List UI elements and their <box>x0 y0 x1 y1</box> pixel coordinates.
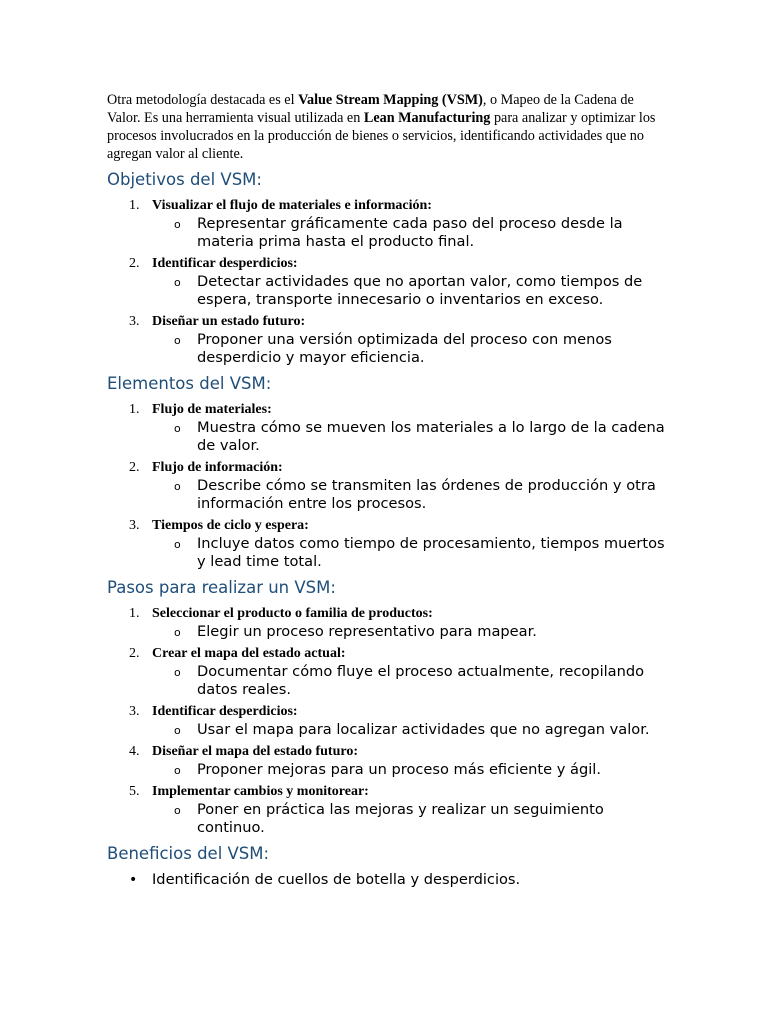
list-item <box>107 605 667 641</box>
circle-bullet-icon: o <box>174 724 181 737</box>
list-item <box>107 645 667 699</box>
item-heading: Seleccionar el producto o familia de productos: <box>152 606 433 621</box>
sub-item-text: Documentar cómo fluye el proceso actualmente, recopilando datos reales. <box>197 663 645 698</box>
section-heading-beneficios: Beneficios del VSM: <box>107 844 270 863</box>
sub-item <box>152 273 667 309</box>
section-heading-objetivos: Objetivos del VSM: <box>107 170 262 189</box>
sub-item-text: Detectar actividades que no aportan valor, como tiempos de espera, transporte innecesario o inventarios en exceso. <box>197 273 643 308</box>
list-item <box>107 703 667 739</box>
sub-item <box>152 331 667 367</box>
sub-item <box>152 623 667 641</box>
sub-item-text: Incluye datos como tiempo de procesamiento, tiempos muertos y lead time total. <box>197 535 665 570</box>
item-heading: Tiempos de ciclo y espera: <box>152 518 309 533</box>
sub-item <box>152 477 667 513</box>
item-heading: Diseñar el mapa del estado futuro: <box>152 744 358 759</box>
sub-item-text: Poner en práctica las mejoras y realizar un seguimiento continuo. <box>197 801 604 836</box>
item-number: 4. <box>129 744 140 759</box>
item-number: 3. <box>129 704 140 719</box>
circle-bullet-icon: o <box>174 538 181 551</box>
list-item <box>107 459 667 513</box>
bullet-icon: • <box>129 872 138 888</box>
intro-paragraph <box>107 91 667 163</box>
item-number: 3. <box>129 314 140 329</box>
beneficios-list <box>107 871 667 889</box>
list-item <box>107 401 667 455</box>
document-content <box>107 91 667 889</box>
item-heading: Diseñar un estado futuro: <box>152 314 306 329</box>
sub-item-text: Proponer una versión optimizada del proceso con menos desperdicio y mayor eficiencia. <box>197 331 612 366</box>
item-number: 1. <box>129 606 140 621</box>
sub-item-text: Proponer mejoras para un proceso más eficiente y ágil. <box>197 761 601 778</box>
pasos-list <box>107 605 667 837</box>
item-number: 2. <box>129 460 140 475</box>
item-number: 3. <box>129 518 140 533</box>
sub-item-text: Muestra cómo se mueven los materiales a lo largo de la cadena de valor. <box>197 419 665 454</box>
item-number: 1. <box>129 402 140 417</box>
list-item <box>107 313 667 367</box>
list-item <box>107 783 667 837</box>
circle-bullet-icon: o <box>174 480 181 493</box>
circle-bullet-icon: o <box>174 666 181 679</box>
objetivos-list <box>107 197 667 367</box>
circle-bullet-icon: o <box>174 422 181 435</box>
sub-item-text: Usar el mapa para localizar actividades que no agregan valor. <box>197 721 650 738</box>
item-heading: Flujo de materiales: <box>152 402 272 417</box>
circle-bullet-icon: o <box>174 804 181 817</box>
intro-bold-vsm: Value Stream Mapping (VSM) <box>298 92 483 108</box>
intro-text-2: , o Mapeo de la Cadena de Valor. Es una herramienta visual utilizada en <box>107 92 634 126</box>
list-item <box>107 517 667 571</box>
circle-bullet-icon: o <box>174 218 181 231</box>
sub-item <box>152 761 667 779</box>
bullet-text: Identificación de cuellos de botella y desperdicios. <box>152 871 521 888</box>
item-number: 1. <box>129 198 140 213</box>
sub-item <box>152 721 667 739</box>
item-heading: Flujo de información: <box>152 460 283 475</box>
sub-item <box>152 215 667 251</box>
sub-item-text: Describe cómo se transmiten las órdenes de producción y otra información entre los procesos. <box>197 477 656 512</box>
section-heading-elementos: Elementos del VSM: <box>107 374 272 393</box>
item-heading: Visualizar el flujo de materiales e información: <box>152 198 432 213</box>
sub-item <box>152 535 667 571</box>
list-item <box>107 255 667 309</box>
item-heading: Crear el mapa del estado actual: <box>152 646 346 661</box>
sub-item <box>152 419 667 455</box>
intro-text-1: Otra metodología destacada es el <box>107 92 299 108</box>
circle-bullet-icon: o <box>174 276 181 289</box>
sub-item <box>152 801 667 837</box>
section-heading-pasos: Pasos para realizar un VSM: <box>107 578 336 597</box>
item-heading: Identificar desperdicios: <box>152 256 298 271</box>
circle-bullet-icon: o <box>174 764 181 777</box>
list-item <box>107 197 667 251</box>
item-number: 2. <box>129 256 140 271</box>
list-item <box>107 871 667 889</box>
list-item <box>107 743 667 779</box>
item-number: 5. <box>129 784 140 799</box>
circle-bullet-icon: o <box>174 334 181 347</box>
sub-item <box>152 663 667 699</box>
sub-item-text: Elegir un proceso representativo para mapear. <box>197 623 537 640</box>
sub-item-text: Representar gráficamente cada paso del proceso desde la materia prima hasta el producto final. <box>197 215 623 250</box>
circle-bullet-icon: o <box>174 626 181 639</box>
intro-bold-lean: Lean Manufacturing <box>363 110 491 126</box>
item-heading: Implementar cambios y monitorear: <box>152 784 369 799</box>
item-heading: Identificar desperdicios: <box>152 704 298 719</box>
elementos-list <box>107 401 667 571</box>
intro-text-3: para analizar y optimizar los procesos involucrados en la producción de bienes o servicios, identificando actividades que no agregan valor al cliente. <box>107 110 656 162</box>
item-number: 2. <box>129 646 140 661</box>
